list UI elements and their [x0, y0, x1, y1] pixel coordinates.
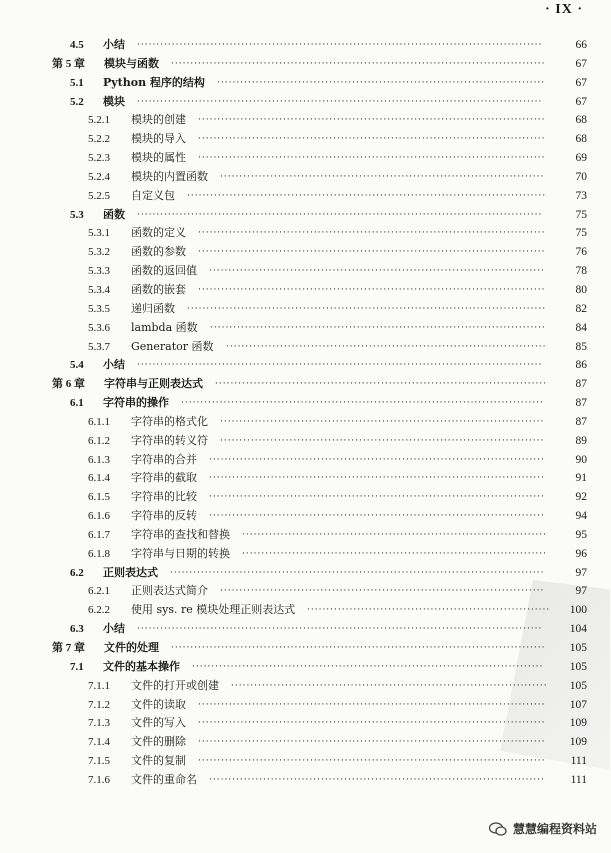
toc-entry-number: 5.2.4 [88, 170, 110, 183]
toc-entry[interactable] [0, 300, 611, 319]
toc-entry-title: 小结 [103, 38, 125, 51]
dot-leader: ······················································································· [209, 511, 545, 522]
toc-entry-title: 字符串的比较 [131, 490, 197, 504]
toc-entry[interactable] [0, 639, 611, 658]
toc-entry-number: 5.3.6 [88, 321, 110, 334]
toc-entry-page: 78 [575, 265, 587, 278]
dot-leader: ···················································································· [220, 171, 545, 182]
toc-entry-number: 7.1.3 [88, 717, 110, 730]
dot-leader: ··························································································· [192, 661, 544, 672]
toc-entry[interactable] [0, 526, 611, 545]
dot-leader: ··············································································· [242, 548, 548, 559]
toc-entry-number: 5.1 [70, 76, 84, 89]
toc-entry-number: 5.3.7 [88, 340, 110, 353]
toc-entry[interactable] [0, 149, 611, 168]
toc-entry[interactable] [0, 413, 611, 432]
toc-entry[interactable] [0, 111, 611, 130]
toc-entry-title: 模块的导入 [131, 132, 186, 146]
dot-leader: ·························································································· [198, 134, 546, 145]
dot-leader: ································································································· [171, 643, 546, 653]
toc-entry-title: 字符串与正则表达式 [104, 377, 203, 391]
toc-entry-number: 第 6 章 [52, 378, 85, 391]
toc-entry-number: 7.1.4 [88, 736, 110, 749]
dot-leader: ·························································································· [198, 756, 546, 767]
toc-entry-page: 84 [575, 321, 587, 334]
toc-entry-title: 模块 [103, 94, 125, 108]
toc-entry-title: 函数的参数 [131, 245, 186, 259]
dot-leader: ································································································· [170, 567, 545, 578]
toc-entry-page: 73 [575, 189, 587, 202]
toc-entry-title: 文件的复制 [131, 754, 186, 768]
toc-entry-title: 字符串的截取 [131, 471, 197, 485]
toc-entry[interactable] [0, 582, 611, 601]
toc-entry[interactable] [0, 206, 611, 225]
toc-entry-page: 87 [575, 378, 587, 391]
dot-leader: ·························································································· [198, 115, 546, 126]
toc-entry-number: 7.1.5 [88, 755, 110, 768]
dot-leader: ······················································································· [209, 473, 545, 484]
toc-entry[interactable] [0, 451, 611, 470]
toc-entry-title: Python 程序的结构 [103, 75, 205, 89]
dot-leader: ····················································································· [217, 77, 546, 88]
dot-leader: ····························································································· [187, 190, 547, 201]
toc-entry-page: 68 [575, 133, 587, 146]
toc-entry[interactable] [0, 771, 611, 790]
toc-entry-number: 5.2.3 [88, 152, 110, 165]
toc-entry-page: 109 [569, 717, 587, 730]
toc-entry-title: 正则表达式 [103, 565, 158, 579]
toc-entry-number: 6.2.2 [88, 604, 110, 617]
toc-entry-page: 70 [575, 170, 587, 183]
toc-entry-number: 6.1.8 [88, 547, 110, 560]
toc-entry-title: 模块与函数 [104, 56, 159, 70]
toc-entry-page: 76 [575, 246, 587, 259]
toc-entry-title: Generator 函数 [131, 339, 214, 353]
toc-entry-page: 111 [570, 755, 587, 768]
toc-entry-number: 5.2.5 [88, 189, 110, 202]
toc-entry-number: 6.1.2 [88, 434, 110, 447]
dot-leader: ···················································································· [220, 435, 545, 446]
toc-entry-page: 85 [575, 340, 587, 353]
dot-leader: ········································································································· [137, 624, 543, 635]
toc-entry-page: 75 [575, 208, 587, 221]
toc-entry[interactable] [0, 36, 611, 55]
dot-leader: ······················································································· [209, 454, 545, 465]
toc-entry-number: 5.3.4 [88, 283, 110, 296]
dot-leader: ······················································································· [210, 322, 546, 333]
dot-leader: ···················································································· [220, 586, 545, 597]
toc-entry-title: 函数的定义 [131, 226, 186, 240]
toc-entry-number: 6.2 [70, 566, 84, 579]
toc-entry-number: 7.1.2 [88, 698, 110, 711]
toc-entry-title: 函数的返回值 [131, 264, 197, 278]
toc-entry-page: 94 [575, 510, 587, 523]
dot-leader: ········································································································· [137, 96, 543, 107]
toc-entry[interactable] [0, 545, 611, 564]
toc-entry-page: 66 [575, 39, 587, 51]
toc-entry-number: 5.3.3 [88, 265, 110, 278]
dot-leader: ·························································································· [198, 718, 546, 729]
toc-entry-number: 5.3.1 [88, 227, 110, 240]
toc-entry-title: 文件的打开或创建 [131, 678, 219, 692]
toc-entry-title: 自定义包 [131, 188, 175, 202]
toc-entry-title: 字符串的操作 [103, 396, 169, 410]
toc-entry-title: 模块的创建 [131, 113, 186, 127]
toc-entry-page: 100 [569, 604, 587, 617]
toc-entry-number: 6.1.7 [88, 528, 110, 541]
toc-entry[interactable] [0, 696, 611, 715]
toc-entry-number: 5.3.5 [88, 302, 110, 315]
dot-leader: ···················································································· [220, 416, 545, 427]
toc-entry-number: 7.1.1 [88, 679, 110, 692]
toc-entry-number: 5.3.2 [88, 246, 110, 259]
toc-entry-page: 89 [575, 434, 587, 447]
toc-entry-page: 87 [575, 397, 587, 410]
toc-entry-number: 6.1.3 [88, 453, 110, 466]
dot-leader: ·························································································· [198, 737, 546, 748]
dot-leader: ······················································································ [215, 379, 548, 390]
dot-leader: ·························································································· [198, 247, 546, 258]
toc-entry[interactable] [0, 262, 611, 281]
toc-entry-number: 5.2.1 [88, 114, 110, 127]
toc-entry-title: 模块的属性 [131, 151, 186, 165]
dot-leader: ·························································································· [198, 228, 546, 239]
toc-entry-title: 字符串的格式化 [131, 414, 208, 428]
toc-entry[interactable] [0, 394, 611, 413]
toc-entry-page: 105 [569, 679, 587, 692]
toc-entry-page: 97 [575, 566, 587, 579]
toc-entry-number: 5.3 [70, 208, 84, 221]
dot-leader: ·························································································· [198, 284, 546, 295]
toc-entry-number: 5.4 [70, 359, 84, 372]
toc-entry[interactable] [0, 677, 611, 696]
toc-entry-number: 第 5 章 [52, 57, 85, 70]
toc-entry-title: 文件的读取 [131, 697, 186, 711]
dot-leader: ································································································· [171, 58, 546, 69]
toc-entry[interactable] [0, 224, 611, 243]
dot-leader: ········································································································· [137, 209, 543, 220]
toc-entry-title: 函数的嵌套 [131, 282, 186, 296]
toc-entry-title: 使用 sys. re 模块处理正则表达式 [131, 603, 296, 617]
toc-entry[interactable] [0, 658, 611, 677]
toc-entry-title: 正则表达式简介 [131, 584, 208, 598]
toc-entry[interactable] [0, 168, 611, 187]
dot-leader: ··············································································· [242, 529, 548, 540]
toc-entry-page: 80 [575, 283, 587, 296]
dot-leader: ·························································································· [198, 699, 546, 710]
toc-entry[interactable] [0, 488, 611, 507]
toc-entry[interactable] [0, 55, 611, 74]
toc-entry-page: 91 [575, 472, 587, 485]
toc-entry-title: 文件的基本操作 [103, 659, 180, 673]
dot-leader: ·························································································· [198, 153, 546, 164]
toc-entry[interactable] [0, 74, 611, 93]
dot-leader: ·················································································· [231, 680, 548, 691]
toc-entry-title: 字符串的转义符 [131, 433, 208, 447]
toc-entry-number: 第 7 章 [52, 642, 85, 654]
toc-entry-page: 75 [575, 227, 587, 240]
dot-leader: ······················································································· [209, 492, 545, 503]
toc-entry[interactable] [0, 714, 611, 733]
toc-entry[interactable] [0, 130, 611, 149]
toc-entry-page: 67 [575, 76, 587, 89]
toc-entry[interactable] [0, 356, 611, 375]
toc-entry-page: 69 [575, 152, 587, 165]
toc-entry-page: 107 [569, 698, 587, 711]
toc-entry-title: 字符串的合并 [131, 452, 197, 466]
toc-entry[interactable] [0, 601, 611, 620]
dot-leader: ······························································································ [181, 398, 544, 409]
toc-entry-page: 111 [570, 773, 587, 786]
toc-entry-title: 递归函数 [131, 301, 175, 315]
dot-leader: ······················································································· [209, 774, 545, 785]
toc-entry-page: 67 [575, 57, 587, 70]
toc-entry-page: 68 [575, 114, 587, 127]
toc-entry-page: 104 [569, 623, 587, 636]
toc-entry[interactable] [0, 281, 611, 300]
toc-entry[interactable] [0, 338, 611, 357]
toc-entry[interactable] [0, 507, 611, 526]
toc-entry[interactable] [0, 375, 611, 394]
toc-entry-title: 模块的内置函数 [131, 169, 208, 183]
toc-entry[interactable] [0, 752, 611, 771]
toc-entry-number: 6.1.5 [88, 491, 110, 504]
toc-entry-number: 5.2.2 [88, 133, 110, 146]
toc-entry-title: 文件的重命名 [131, 772, 197, 786]
toc-entry-title: lambda 函数 [131, 320, 198, 334]
toc-entry-number: 6.1.4 [88, 472, 110, 485]
dot-leader: ··················································································· [226, 341, 547, 352]
toc-entry-page: 105 [569, 642, 587, 654]
dot-leader: ······························································· [307, 605, 551, 616]
toc-entry[interactable] [0, 319, 611, 338]
toc-entry-title: 字符串的反转 [131, 509, 197, 523]
table-of-contents [0, 36, 611, 790]
toc-entry[interactable] [0, 93, 611, 112]
dot-leader: ········································································································· [137, 40, 543, 50]
toc-entry-page: 105 [569, 660, 587, 673]
page-number: · IX · [545, 2, 583, 17]
toc-entry-title: 字符串的查找和替换 [131, 527, 230, 541]
toc-entry-number: 6.2.1 [88, 585, 110, 598]
dot-leader: ····························································································· [187, 303, 547, 314]
toc-entry-number: 6.1 [70, 397, 84, 410]
toc-entry-number: 6.1.6 [88, 510, 110, 523]
toc-entry-title: 字符串与日期的转换 [131, 546, 230, 560]
toc-entry[interactable] [0, 733, 611, 752]
footer-brand-label: 慧慧编程资料站 [512, 822, 597, 836]
toc-entry[interactable] [0, 187, 611, 206]
toc-entry-title: 文件的删除 [131, 735, 186, 749]
toc-entry-page: 96 [575, 547, 587, 560]
toc-entry[interactable] [0, 564, 611, 583]
toc-entry-number: 6.1.1 [88, 415, 110, 428]
toc-entry-page: 90 [575, 453, 587, 466]
toc-entry[interactable] [0, 432, 611, 451]
toc-entry-title: 文件的写入 [131, 716, 186, 730]
toc-entry-page: 97 [575, 585, 587, 598]
toc-entry-title: 小结 [103, 622, 125, 636]
toc-entry[interactable] [0, 469, 611, 488]
toc-entry-page: 92 [575, 491, 587, 504]
toc-entry-page: 82 [575, 302, 587, 315]
toc-entry[interactable] [0, 243, 611, 262]
toc-entry-number: 7.1 [70, 660, 84, 673]
toc-entry-number: 6.3 [70, 623, 84, 636]
toc-entry-page: 86 [575, 359, 587, 372]
toc-entry-number: 5.2 [70, 95, 84, 108]
toc-entry-page: 109 [569, 736, 587, 749]
toc-entry[interactable] [0, 620, 611, 639]
dot-leader: ······················································································· [209, 266, 545, 277]
toc-entry-title: 函数 [103, 207, 125, 221]
toc-entry-page: 67 [575, 95, 587, 108]
dot-leader: ········································································································· [137, 360, 543, 371]
toc-entry-title: 小结 [103, 358, 125, 372]
wechat-icon [489, 822, 507, 836]
toc-entry-page: 87 [575, 415, 587, 428]
toc-entry-title: 文件的处理 [104, 641, 159, 654]
toc-entry-page: 95 [575, 528, 587, 541]
footer-brand [489, 820, 597, 837]
toc-entry-number: 4.5 [70, 39, 84, 51]
toc-entry-number: 7.1.6 [88, 773, 110, 786]
